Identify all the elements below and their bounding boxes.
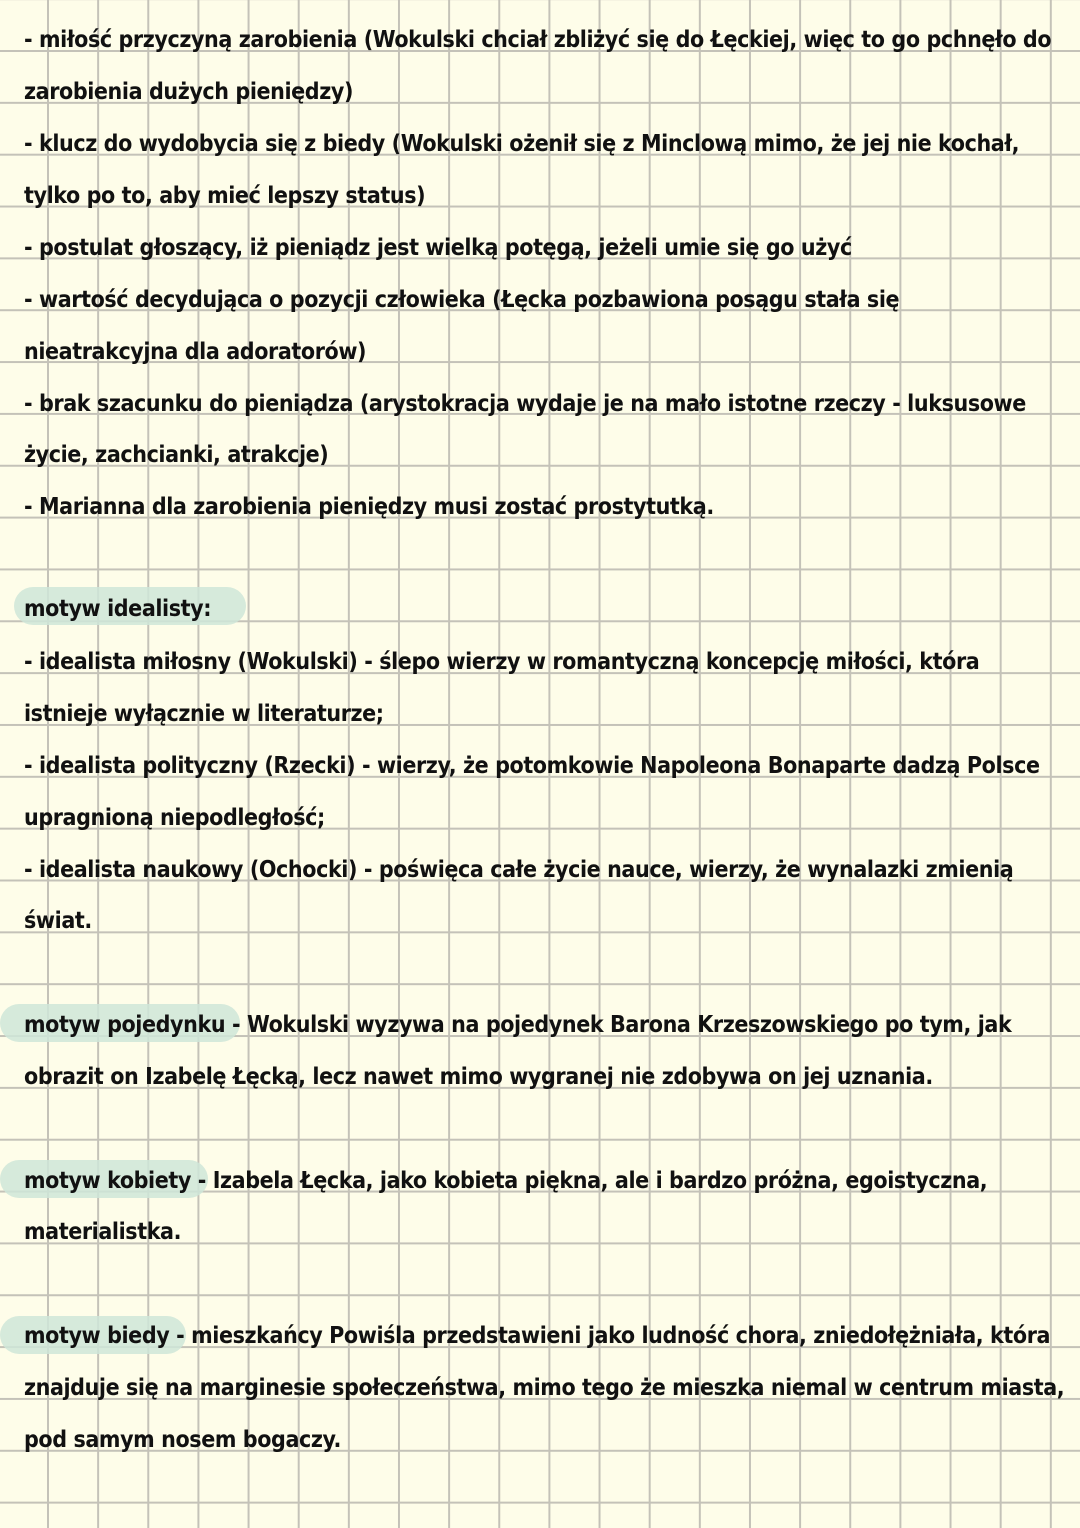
section-first-line (24, 1010, 1011, 1040)
section-heading: motyw biedy (24, 1323, 170, 1349)
section-first-line (24, 1166, 987, 1196)
list-item: - wartość decydująca o pozycji człowieka (Łęcka pozbawiona posągu stała się (24, 287, 900, 313)
section-text: - mieszkańcy Powiśla przedstawieni jako ludność chora, zniedołężniała, która (169, 1323, 1051, 1349)
list-item: - postulat głoszący, iż pieniądz jest wielką potęgą, jeżeli umie się go użyć (24, 235, 852, 261)
section-heading: motyw idealisty: (24, 596, 212, 622)
list-item: - idealista polityczny (Rzecki) - wierzy, że potomkowie Napoleona Bonaparte dadzą Polsce (24, 753, 1040, 779)
list-item: - klucz do wydobycia się z biedy (Wokulski ożenił się z Minclową mimo, że jej nie kochał, (24, 131, 1020, 157)
list-item: - miłość przyczyną zarobienia (Wokulski chciał zbliżyć się do Łęckiej, więc to go pchnęło do (24, 27, 1052, 53)
list-item: istnieje wyłącznie w literaturze; (24, 701, 384, 727)
section-first-line (24, 1321, 1050, 1351)
list-item: - idealista miłosny (Wokulski) - ślepo wierzy w romantyczną koncepcję miłości, która (24, 649, 980, 675)
section-text: pod samym nosem bogaczy. (24, 1427, 341, 1453)
list-item: życie, zachcianki, atrakcje) (24, 442, 329, 468)
list-item: nieatrakcyjna dla adoratorów) (24, 339, 367, 365)
section-text: - Izabela Łęcka, jako kobieta piękna, ale i bardzo próżna, egoistyczna, (190, 1168, 988, 1194)
list-item: upragnioną niepodległość; (24, 805, 325, 831)
list-item: tylko po to, aby mieć lepszy status) (24, 183, 426, 209)
section-heading: motyw pojedynku (24, 1012, 226, 1038)
section-text: materialistka. (24, 1219, 182, 1245)
section-text: znajduje się na marginesie społeczeństwa, mimo tego że mieszka niemal w centrum miasta, (24, 1375, 1065, 1401)
section-text: obrazit on Izabelę Łęcką, lecz nawet mimo wygranej nie zdobywa on jej uznania. (24, 1064, 933, 1090)
list-item: - brak szacunku do pieniądza (arystokracja wydaje je na mało istotne rzeczy - luksusowe (24, 391, 1026, 417)
section-heading: motyw kobiety (24, 1168, 191, 1194)
list-item: świat. (24, 908, 92, 934)
list-item: - idealista naukowy (Ochocki) - poświęca całe życie nauce, wierzy, że wynalazki zmienią (24, 857, 1014, 883)
list-item: zarobienia dużych pieniędzy) (24, 79, 354, 105)
list-item: - Marianna dla zarobienia pieniędzy musi zostać prostytutką. (24, 494, 714, 520)
section-text: - Wokulski wyzywa na pojedynek Barona Krzeszowskiego po tym, jak (225, 1012, 1012, 1038)
